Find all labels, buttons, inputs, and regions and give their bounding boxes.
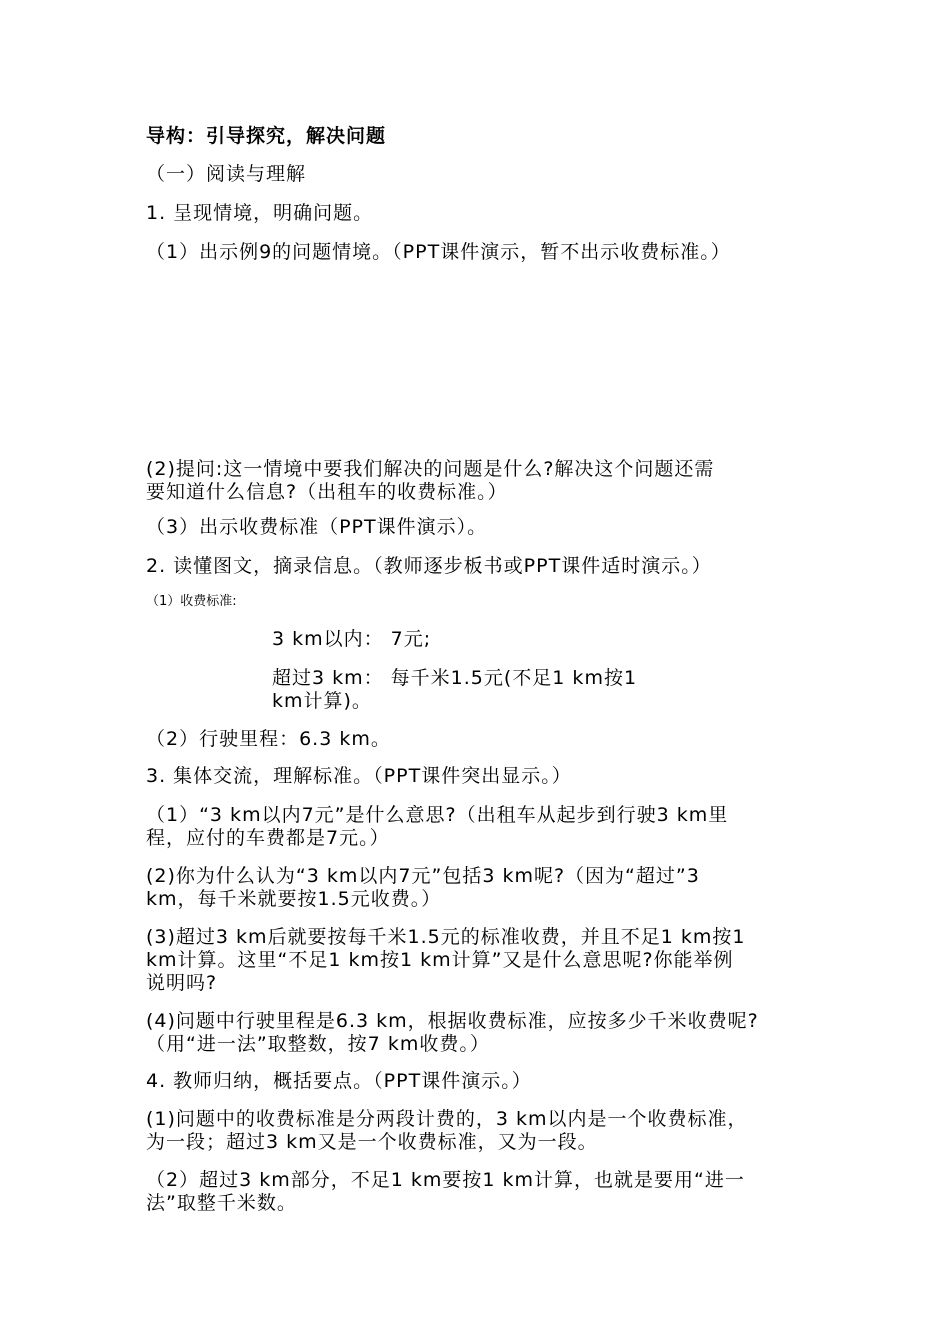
fare-rule-1: 3 km以内： 7元; <box>272 628 432 650</box>
step-1-item-2-line-2: 要知道什么信息?（出租车的收费标准。） <box>146 481 508 503</box>
question-3-line-1: (3)超过3 km后就要按每千米1.5元的标准收费，并且不足1 km按1 <box>146 926 746 948</box>
question-1-line-1: （1）“3 km以内7元”是什么意思?（出租车从起步到行驶3 km里 <box>146 804 729 826</box>
mileage-info: （2）行驶里程：6.3 km。 <box>146 728 391 750</box>
step-2-heading: 2. 读懂图文，摘录信息。（教师逐步板书或PPT课件适时演示。） <box>146 555 712 577</box>
fare-rule-2-line-1: 超过3 km： 每千米1.5元(不足1 km按1 <box>272 667 638 689</box>
summary-2-line-2: 法”取整千米数。 <box>146 1192 297 1214</box>
step-1-heading: 1. 呈现情境，明确问题。 <box>146 202 374 224</box>
summary-1-line-2: 为一段；超过3 km又是一个收费标准，又为一段。 <box>146 1131 598 1153</box>
fare-standard-label: （1）收费标准: <box>146 594 237 609</box>
step-1-item-1: （1）出示例9的问题情境。（PPT课件演示，暂不出示收费标准。） <box>146 241 731 263</box>
summary-2-line-1: （2）超过3 km部分，不足1 km要按1 km计算，也就是要用“进一 <box>146 1169 745 1191</box>
question-3-line-2: km计算。这里“不足1 km按1 km计算”又是什么意思呢?你能举例 <box>146 949 734 971</box>
question-4-line-1: (4)问题中行驶里程是6.3 km，根据收费标准，应按多少千米收费呢? <box>146 1010 759 1032</box>
step-3-heading: 3. 集体交流，理解标准。（PPT课件突出显示。） <box>146 765 572 787</box>
question-4-line-2: （用“进一法”取整数，按7 km收费。） <box>146 1033 490 1055</box>
question-2-line-2: km，每千米就要按1.5元收费。） <box>146 888 442 910</box>
fare-rule-2-line-2: km计算)。 <box>272 690 372 712</box>
question-1-line-2: 程，应付的车费都是7元。） <box>146 827 390 849</box>
summary-1-line-1: (1)问题中的收费标准是分两段计费的，3 km以内是一个收费标准， <box>146 1108 748 1130</box>
step-4-heading: 4. 教师归纳，概括要点。（PPT课件演示。） <box>146 1070 532 1092</box>
step-1-item-3: （3）出示收费标准（PPT课件演示）。 <box>146 516 488 538</box>
step-1-item-2-line-1: (2)提问:这一情境中要我们解决的问题是什么?解决这个问题还需 <box>146 458 715 480</box>
question-2-line-1: (2)你为什么认为“3 km以内7元”包括3 km呢?（因为“超过”3 <box>146 865 700 887</box>
question-3-line-3: 说明吗? <box>146 972 218 994</box>
subsection-reading: （一）阅读与理解 <box>146 163 307 185</box>
section-title: 导构：引导探究，解决问题 <box>146 125 387 147</box>
